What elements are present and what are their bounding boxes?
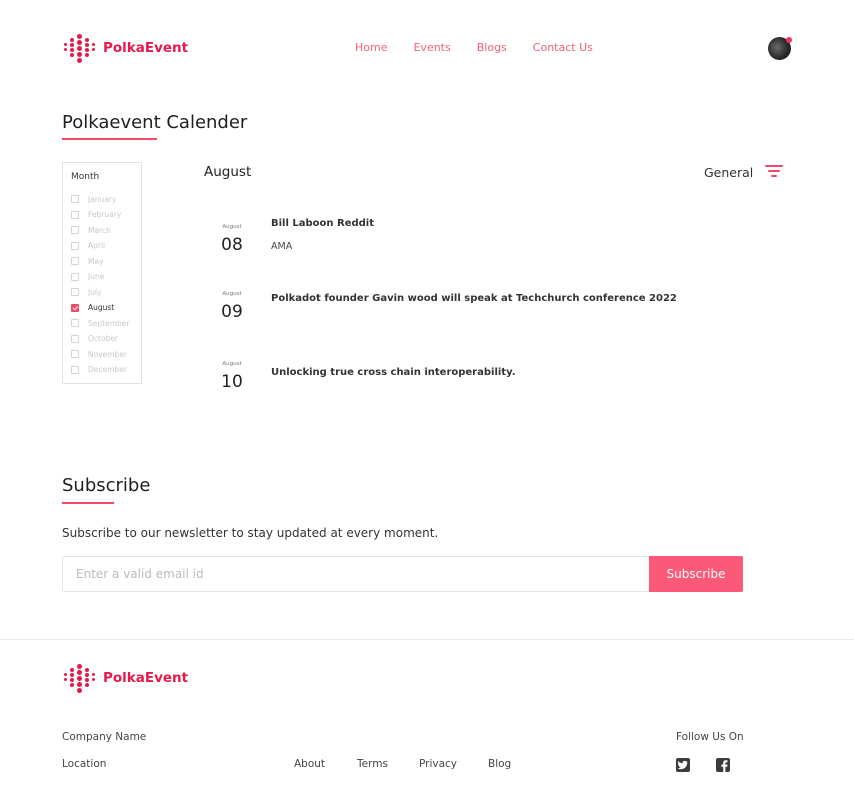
footer-link-privacy[interactable]: Privacy (419, 758, 458, 770)
footer-link-about[interactable]: About (294, 758, 326, 770)
event-title[interactable]: Bill Laboon Reddit (271, 218, 375, 229)
month-option-january[interactable] (71, 193, 116, 205)
filter-icon[interactable] (765, 165, 783, 177)
month-label: May (88, 256, 104, 266)
footer-link-terms[interactable]: Terms (357, 758, 388, 770)
month-label: October (88, 334, 119, 343)
month-checkbox[interactable] (71, 242, 79, 250)
footer-logo[interactable] (62, 661, 188, 695)
event-title[interactable]: Unlocking true cross chain interoperability. (271, 367, 516, 378)
event-month: August (222, 361, 242, 367)
month-checkbox[interactable] (71, 350, 79, 358)
month-checkbox[interactable] (71, 211, 79, 219)
notification-dot (786, 37, 792, 43)
brand-name: PolkaEvent (103, 40, 189, 56)
month-checkbox[interactable] (71, 319, 79, 327)
event-day: 09 (221, 302, 243, 322)
month-checkbox[interactable] (71, 304, 79, 312)
category-selector[interactable]: General (704, 165, 754, 180)
event-month: August (222, 224, 242, 230)
main-nav (355, 41, 619, 54)
month-label: July (88, 287, 102, 297)
event-month: August (222, 291, 242, 297)
event-title[interactable]: Polkadot founder Gavin wood will speak at Techchurch conference 2022 (271, 293, 677, 304)
month-label: November (88, 349, 128, 359)
month-option-july[interactable] (71, 286, 102, 298)
subscribe-title: Subscribe (62, 475, 151, 496)
current-month: August (204, 164, 252, 180)
month-option-november[interactable] (71, 348, 127, 360)
nav-blogs[interactable]: Blogs (476, 41, 507, 54)
twitter-icon[interactable] (676, 758, 690, 772)
month-label: June (88, 272, 105, 281)
month-label: September (88, 318, 130, 328)
month-filter-heading: Month (71, 172, 100, 182)
month-option-february[interactable] (71, 209, 121, 221)
month-option-june[interactable] (71, 271, 104, 283)
month-checkbox[interactable] (71, 226, 79, 234)
month-checkbox[interactable] (71, 257, 79, 265)
footer-divider (0, 639, 854, 640)
logo-dots-icon (62, 661, 96, 695)
logo-dots-icon (62, 31, 96, 65)
nav-events[interactable]: Events (413, 41, 451, 54)
month-option-march[interactable] (71, 224, 111, 236)
subscribe-underline (62, 502, 114, 504)
event-day: 10 (221, 372, 243, 392)
brand-logo[interactable] (62, 31, 188, 65)
month-option-may[interactable] (71, 255, 104, 267)
location: Location (62, 758, 107, 770)
month-label: April (88, 241, 106, 250)
month-option-october[interactable] (71, 333, 118, 345)
month-checkbox[interactable] (71, 273, 79, 281)
subscribe-description: Subscribe to our newsletter to stay updated at every moment. (62, 526, 439, 540)
nav-home[interactable]: Home (355, 41, 388, 54)
footer-brand-name: PolkaEvent (103, 670, 189, 686)
event-subtitle: AMA (271, 241, 293, 252)
month-label: December (88, 365, 127, 374)
month-label: February (88, 210, 122, 219)
month-checkbox[interactable] (71, 366, 79, 374)
month-checkbox[interactable] (71, 195, 79, 203)
month-option-april[interactable] (71, 240, 105, 252)
title-underline (62, 138, 157, 140)
month-option-december[interactable] (71, 364, 127, 376)
month-filter (62, 162, 142, 384)
nav-contact-us[interactable]: Contact Us (532, 41, 593, 54)
month-option-august[interactable] (71, 302, 114, 314)
month-checkbox[interactable] (71, 335, 79, 343)
subscribe-button[interactable]: Subscribe (649, 556, 743, 592)
event-day: 08 (221, 235, 243, 255)
footer-link-blog[interactable]: Blog (488, 758, 512, 770)
month-label: March (88, 225, 111, 235)
company-name: Company Name (62, 731, 147, 743)
month-label: August (88, 303, 115, 312)
email-input[interactable] (62, 556, 649, 592)
month-label: January (88, 194, 117, 204)
follow-us-label: Follow Us On (676, 731, 744, 743)
month-checkbox[interactable] (71, 288, 79, 296)
month-option-september[interactable] (71, 317, 129, 329)
page-title: Polkaevent Calender (62, 112, 248, 133)
facebook-icon[interactable] (716, 758, 730, 772)
